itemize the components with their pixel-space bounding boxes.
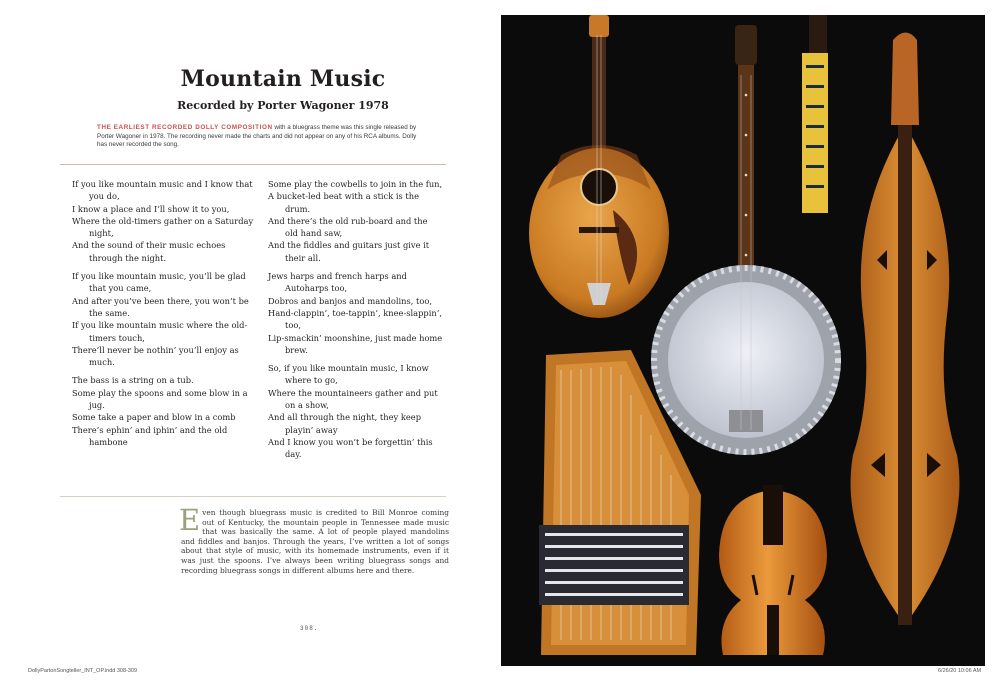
intro-body: with a bluegrass theme was this single released by Porter Wagoner in 1978. The recording never made the charts and did not appear on any of his RCA albums. Dolly has never recorded the song. — [97, 124, 417, 149]
lyric-line: Dobros and banjos and mandolins, too, — [268, 295, 432, 306]
lyric-line: Some take a paper and blow in a comb — [72, 412, 236, 423]
violin-icon — [719, 485, 827, 655]
lyric-line: If you like mountain music where the old-timers touch, — [72, 320, 248, 343]
lyric-line: A bucket-led beat with a stick is the drum. — [268, 191, 420, 214]
top-divider — [60, 164, 446, 165]
lyric-stanza — [72, 178, 258, 264]
lyric-stanza — [72, 270, 258, 368]
page-title: Mountain Music — [180, 66, 386, 92]
lyric-line: Lip-smackin’ moonshine, just made home brew. — [268, 332, 443, 355]
lyric-line: There’ll never be nothin’ you’ll enjoy as much. — [72, 344, 239, 368]
lyric-stanza — [268, 362, 443, 460]
lyrics-column-left — [72, 178, 258, 454]
lyric-line: If you like mountain music, you’ll be glad that you came, — [72, 271, 246, 294]
lyrics-column-right — [268, 178, 443, 467]
lyric-line: If you like mountain music and I know that you do, — [72, 179, 253, 202]
lyric-line: Some play the cowbells to join in the fun, — [268, 179, 443, 189]
lyric-line: Hand-clappin’, toe-tappin’, knee-slappin’, too, — [268, 307, 443, 331]
intro-paragraph — [97, 124, 427, 150]
lyric-line: I know a place and I’ll show it to you, — [72, 203, 230, 214]
bottom-divider — [60, 496, 446, 497]
lyric-line: And there’s the old rub-board and the old hand saw, — [268, 215, 428, 239]
lyric-line: And I know you won’t be forgettin’ this day. — [268, 436, 433, 460]
lyric-line: Jews harps and french harps and Autoharps too, — [268, 271, 407, 294]
drop-cap: E — [179, 503, 201, 537]
intro-lead: THE EARLIEST RECORDED DOLLY COMPOSITION — [97, 124, 273, 131]
guitar-strap-icon — [802, 15, 828, 213]
lyric-line: There’s ephin’ and iphin’ and the old hambone — [72, 424, 228, 447]
commentary-text: ven though bluegrass music is credited to Bill Monroe coming out of Kentucky, the mountain people in Tennessee made music that was basically the same. A lot of people played mandolins and fiddles and banjos. Through the years, I’ve written a lot of songs about that style of music, with its homemade instruments, even if it was just the spoons. I’ve always been writing bluegrass songs and recording bluegrass songs in different albums here and there. — [181, 508, 449, 575]
lyric-line: The bass is a string on a tub. — [72, 375, 194, 386]
print-slug-file: DollyPartonSongteller_INT_OP.indd 308-309 — [28, 668, 138, 674]
lyric-line: Some play the spoons and some blow in a jug. — [72, 387, 248, 411]
mandolin-icon — [529, 15, 669, 318]
print-slug-date: 6/26/20 10:06 AM — [938, 668, 982, 674]
lyric-line: So, if you like mountain music, I know where to go, — [268, 363, 429, 386]
lyric-stanza — [268, 178, 443, 264]
instruments-illustration — [501, 15, 985, 666]
lyric-line: Where the mountaineers gather and put on a show, — [268, 387, 438, 411]
lyric-line: And all through the night, they keep playin’ away — [268, 412, 422, 435]
lyric-line: And after you’ve been there, you won’t be the same. — [72, 295, 249, 318]
page-subtitle: Recorded by Porter Wagoner 1978 — [177, 99, 389, 112]
lyric-line: And the fiddles and guitars just give it their all. — [268, 240, 430, 263]
lyric-stanza — [72, 374, 258, 448]
page-number: 308. — [300, 625, 319, 632]
lyric-stanza — [268, 270, 443, 356]
commentary-paragraph — [179, 503, 449, 575]
dulcimer-icon — [851, 33, 960, 626]
lyric-line: And the sound of their music echoes through the night. — [72, 240, 226, 263]
instruments-photo — [501, 15, 985, 666]
lyric-line: Where the old-timers gather on a Saturday night, — [72, 215, 254, 239]
